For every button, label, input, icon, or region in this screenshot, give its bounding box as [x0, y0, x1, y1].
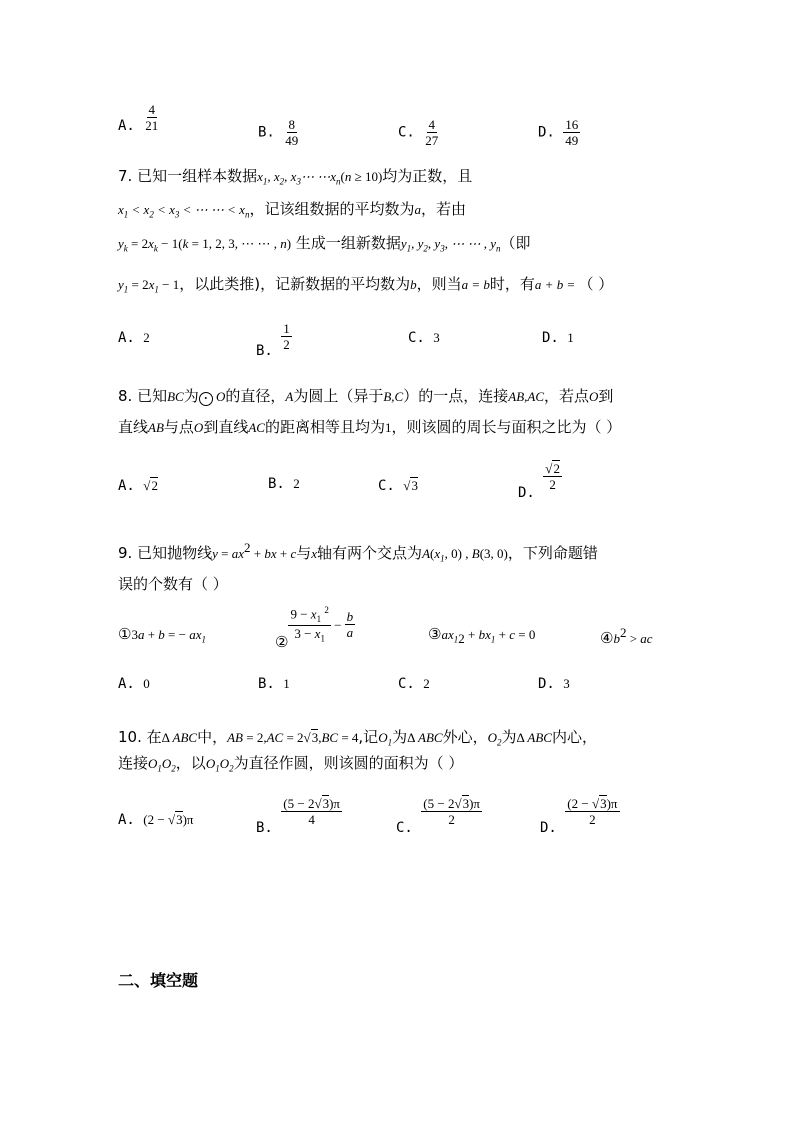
q8-option-a: A. √2	[118, 478, 158, 494]
q9-option-b: B. 1	[258, 676, 290, 692]
q10-option-b: B. $\frac{(5 - 2√3)\pi}{4}$	[256, 796, 340, 836]
q9-option-d: D. 3	[538, 676, 570, 692]
q8-line2: 直线AB与点O到直线AC的距离相等且均为1，则该圆的周长与面积之比为（ ）	[118, 418, 622, 436]
q8-option-b: B. 2	[268, 476, 300, 492]
q9-stmt-4: $④b^2$ > ac	[600, 625, 653, 647]
q6-option-a: A. $\frac{4}{21}$	[118, 101, 159, 134]
q10-line1: 10. 在Δ ABC中，AB = 2,AC = 2√3,BC = 4,记$O_1$为Δ ABC外心，$O_2$为Δ ABC内心，	[118, 728, 597, 748]
q7-line2: $x_1 < x_2 < x_3$ < ⋯ ⋯ < $x_n$，记该组数据的平均数为a，若由	[118, 200, 466, 220]
q7-option-d: D. 1	[542, 330, 574, 346]
q8-line1: 8. 已知BC为 • O的直径，A为圆上（异于B,C）的一点，连接AB,AC，若点O到	[118, 387, 614, 405]
q7-option-b: B. $\frac{1}{2}$	[256, 321, 290, 359]
section-heading-fill-in: 二、填空题	[118, 971, 199, 990]
q9-line1: 9. 已知抛物线$y = ax^2$ + bx + c与x轴有两个交点为$A(x_1$, 0) , B(3, 0)，下列命题错	[118, 540, 598, 564]
q10-line2: 连接$O_1O_2$，以$O_1O_2$为直径作圆，则该圆的面积为（ ）	[118, 754, 464, 774]
q7-line4: $y_1 = 2x_1 - 1$，以此类推)，记新数据的平均数为b，则当a = b时，有a + b = （ ）	[118, 275, 614, 295]
q7-line1: 7. 已知一组样本数据$x_1$, $x_2$, $x_3\cdots$ $\cdots x_n(n \ge 10)$均为正数，且	[118, 167, 473, 187]
q8-option-c: C. √3	[378, 478, 418, 494]
q9-line2: 误的个数有（ ）	[118, 575, 228, 593]
q10-option-c: C. $\frac{(5 - 2√3)\pi}{2}$	[396, 796, 480, 836]
q8-option-d: D. $\frac{√2}{2}$	[518, 461, 560, 501]
q6-option-d: D. $\frac{16}{49}$	[538, 117, 579, 148]
q10-option-a: A. (2 − √3)π	[118, 812, 194, 828]
q9-option-c: C. 2	[398, 676, 430, 692]
q9-option-a: A. 0	[118, 676, 150, 692]
q6-option-b: B. $\frac{8}{49}$	[258, 117, 299, 148]
q7-option-a: A. 2	[118, 330, 150, 346]
q6-option-c: C. $\frac{4}{27}$	[398, 117, 439, 148]
q9-stmt-2: ② $\frac{9 - x_1 ^2}{3 - x_1}$ − $\frac{b}{a}$	[275, 605, 354, 652]
q7-option-c: C. 3	[408, 330, 440, 346]
q10-option-d: D. $\frac{(2 - √3)\pi}{2}$	[540, 796, 618, 836]
q7-line3: $y_k = 2x_k - 1(k = 1$, 2, 3, ⋯ ⋯ , n) 生成一组新数据$y_1$, $y_2$, $y_3$, ⋯ ⋯ , $y_n$（即	[118, 234, 531, 254]
q9-stmt-1: ①3a + b = − $ax_1$	[118, 625, 206, 645]
q9-stmt-3: $③ax_{12} + bx_1 + c = 0$	[428, 625, 536, 646]
